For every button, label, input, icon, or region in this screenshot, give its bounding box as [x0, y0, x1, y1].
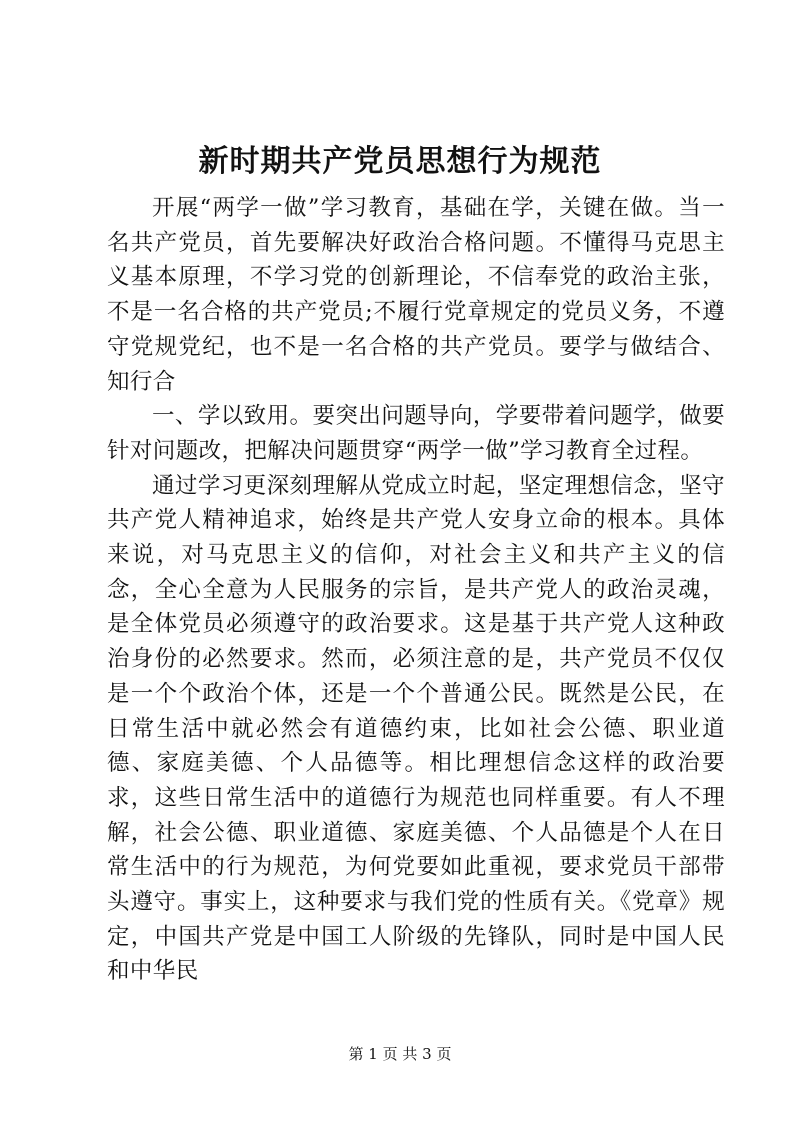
paragraph-intro: 开展“两学一做”学习教育，基础在学，关键在做。当一名共产党员，首先要解决好政治合格问题。不懂得马克思主义基本原理，不学习党的创新理论，不信奉党的政治主张，不是一名合格的共产党员;不履行党章规定的党员义务，不遵守党规党纪，也不是一名合格的共产党员。要学与做结合、知行合	[107, 195, 725, 395]
page-number-footer: 第 1 页 共 3 页	[348, 1045, 452, 1063]
paragraph-main: 通过学习更深刻理解从党成立时起，坚定理想信念，坚守共产党人精神追求，始终是共产党人安身立命的根本。具体来说，对马克思主义的信仰，对社会主义和共产主义的信念，全心全意为人民服务的宗旨，是共产党人的政治灵魂，是全体党员必须遵守的政治要求。这是基于共产党人这种政治身份的必然要求。然而，必须注意的是，共产党员不仅仅是一个个政治个体，还是一个个普通公民。既然是公民，在日常生活中就必然会有道德约束，比如社会公德、职业道德、家庭美德、个人品德等。相比理想信念这样的政治要求，这些日常生活中的道德行为规范也同样重要。有人不理解，社会公德、职业道德、家庭美德、个人品德是个人在日常生活中的行为规范，为何党要如此重视，要求党员干部带头遵守。事实上，这种要求与我们党的性质有关。《党章》规定，中国共产党是中国工人阶级的先锋队，同时是中国人民和中华民	[107, 472, 725, 985]
paragraph-section-one: 一、学以致用。要突出问题导向，学要带着问题学，做要针对问题改，把解决问题贯穿“两学一做”学习教育全过程。	[107, 403, 725, 464]
document-body	[107, 191, 725, 989]
document-title: 新时期共产党员思想行为规范	[198, 144, 602, 179]
